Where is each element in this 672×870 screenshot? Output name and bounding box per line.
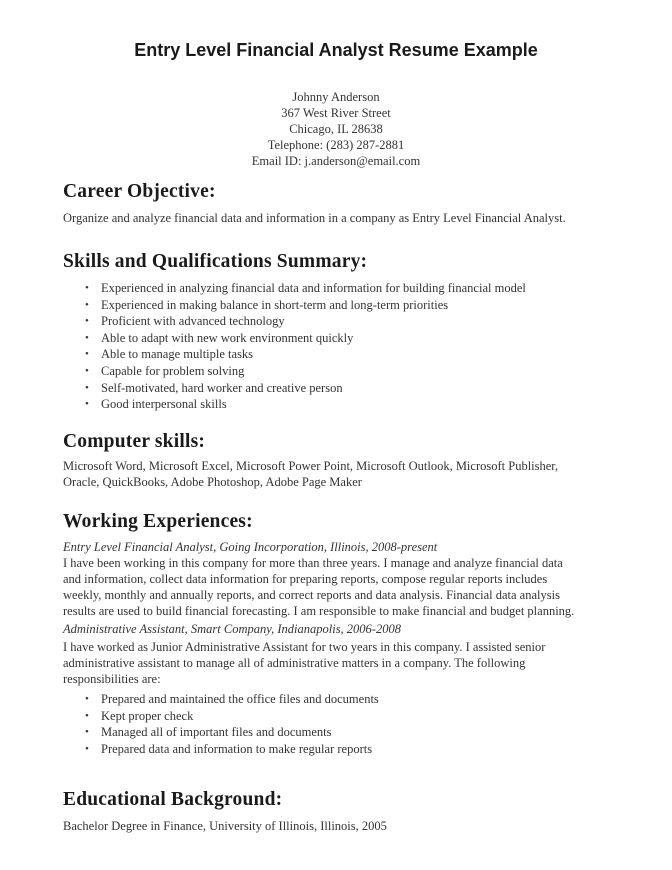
contact-name: Johnny Anderson <box>292 90 380 104</box>
job-title: Administrative Assistant, Smart Company, Indianapolis, 2006-2008 <box>63 622 401 636</box>
contact-street: 367 West River Street <box>281 106 391 120</box>
career-objective-text: Organize and analyze financial data and information in a company as Entry Level Financial Analyst. <box>63 211 566 225</box>
bullet-icon: • <box>85 381 89 394</box>
bullet-icon: • <box>85 709 89 722</box>
list-item-text: Experienced in making balance in short-term and long-term priorities <box>101 297 449 312</box>
list-item <box>63 363 623 380</box>
list-item-text: Able to manage multiple tasks <box>101 347 254 362</box>
list-item-text: Prepared and maintained the office files and documents <box>101 692 379 706</box>
list-item-text: Capable for problem solving <box>101 363 245 378</box>
skills-heading: Skills and Qualifications Summary: <box>63 251 368 272</box>
list-item-text: Able to adapt with new work environment quickly <box>101 330 354 345</box>
job-description-line: I have worked as Junior Administrative Assistant for two years in this company. I assisted senior <box>63 640 546 654</box>
job-description-line: and information, collect data information for preparing reports, compose regular reports includes <box>63 572 548 586</box>
page-title: Entry Level Financial Analyst Resume Example <box>134 40 538 60</box>
list-item <box>63 708 623 725</box>
list-item-text: Kept proper check <box>101 708 194 723</box>
education-heading: Educational Background: <box>63 789 283 810</box>
career-objective-section <box>63 181 623 226</box>
job-description-line: results are used to build financial forecasting. I am responsible to make financial and budget planning. <box>63 604 575 618</box>
list-item <box>63 330 623 347</box>
list-item <box>63 396 623 413</box>
skills-section <box>63 251 623 413</box>
job-description-line: I have been working in this company for more than three years. I manage and analyze financial data <box>63 556 563 570</box>
computer-skills-heading: Computer skills: <box>63 431 206 452</box>
list-item <box>63 313 623 330</box>
job-title: Entry Level Financial Analyst, Going Incorporation, Illinois, 2008-present <box>63 540 438 554</box>
bullet-icon: • <box>85 364 89 377</box>
list-item-text: Good interpersonal skills <box>101 397 227 412</box>
list-item <box>63 280 623 297</box>
contact-city: Chicago, IL 28638 <box>289 122 383 136</box>
job-description-line: responsibilities are: <box>63 672 161 686</box>
experience-section <box>63 511 623 757</box>
bullet-icon: • <box>85 282 89 294</box>
computer-skills-line: Oracle, QuickBooks, Adobe Photoshop, Adobe Page Maker <box>63 475 362 489</box>
experience-heading: Working Experiences: <box>63 511 253 532</box>
list-item-text: Prepared data and information to make regular reports <box>101 741 373 756</box>
computer-skills-section <box>63 431 623 490</box>
list-item <box>63 691 623 708</box>
skills-list <box>63 280 623 413</box>
bullet-icon: • <box>85 315 89 328</box>
contact-block <box>0 89 672 169</box>
bullet-icon: • <box>85 348 89 361</box>
list-item-text: Experienced in analyzing financial data and information for building financial model <box>101 281 526 295</box>
list-item <box>63 297 623 314</box>
list-item <box>63 741 623 758</box>
education-section <box>63 789 623 834</box>
job-description-line: weekly, monthly and annually reports, and correct reports and data analysis. Financial data analysis <box>63 588 560 602</box>
career-objective-heading: Career Objective: <box>63 181 216 202</box>
list-item-text: Managed all of important files and documents <box>101 725 332 740</box>
bullet-icon: • <box>85 726 89 739</box>
bullet-icon: • <box>85 693 89 705</box>
contact-email: Email ID: j.anderson@email.com <box>251 154 421 168</box>
job-description-line: administrative assistant to manage all of administrative matters in a company. The following <box>63 656 526 670</box>
list-item <box>63 380 623 397</box>
responsibilities-list <box>63 691 623 757</box>
list-item-text: Self-motivated, hard worker and creative person <box>101 380 343 395</box>
bullet-icon: • <box>85 742 89 755</box>
list-item <box>63 346 623 363</box>
computer-skills-line: Microsoft Word, Microsoft Excel, Microsoft Power Point, Microsoft Outlook, Microsoft Publisher, <box>63 459 559 473</box>
list-item <box>63 724 623 741</box>
bullet-icon: • <box>85 298 89 311</box>
list-item-text: Proficient with advanced technology <box>101 314 285 329</box>
contact-telephone: Telephone: (283) 287-2881 <box>267 138 405 152</box>
education-text: Bachelor Degree in Finance, University of Illinois, Illinois, 2005 <box>63 819 387 833</box>
bullet-icon: • <box>85 398 89 411</box>
bullet-icon: • <box>85 331 89 344</box>
